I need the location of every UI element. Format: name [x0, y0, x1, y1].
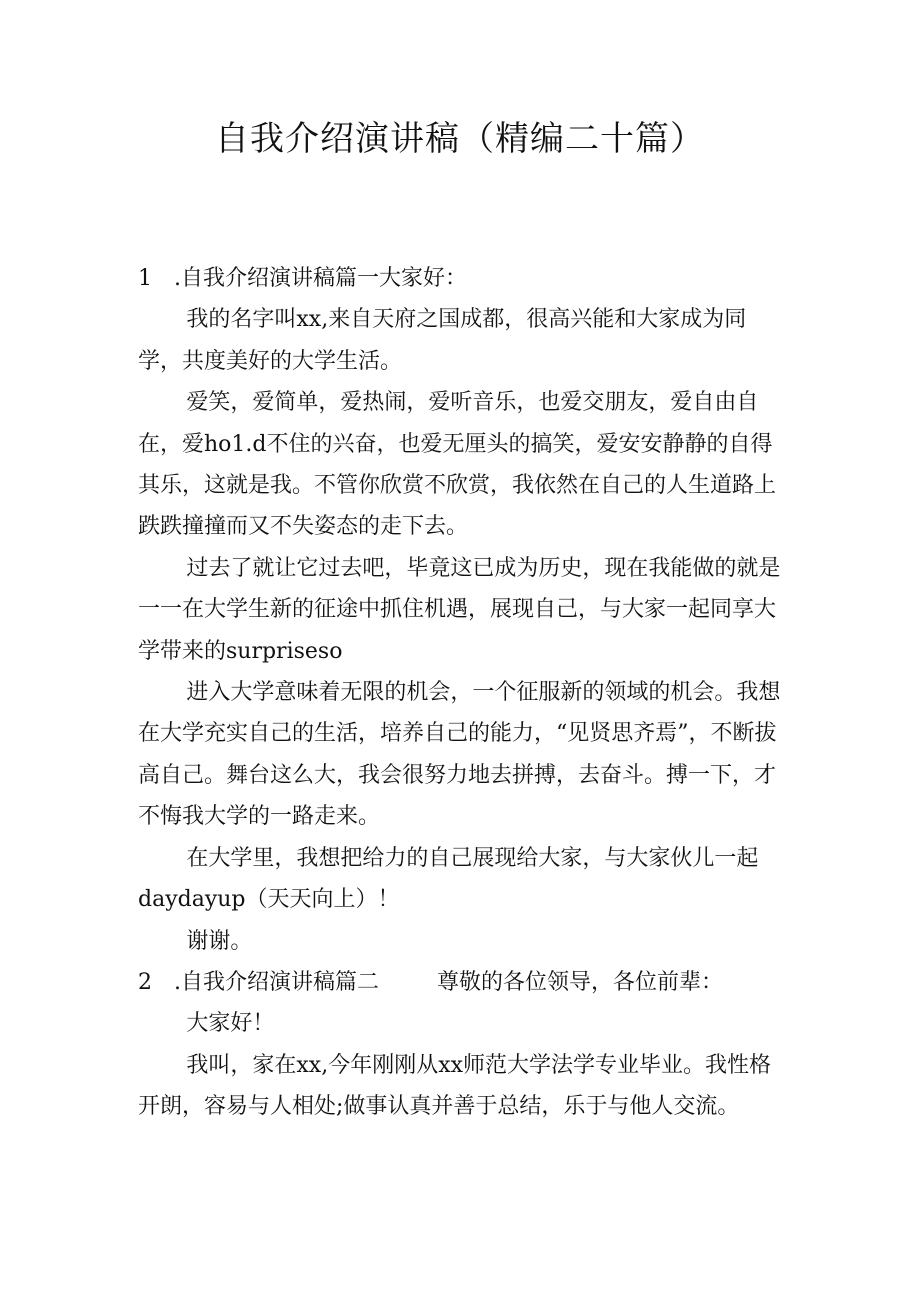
document-body	[138, 258, 788, 1128]
section-2-number: 2	[138, 969, 152, 995]
section-1-paragraph-2: 爱笑，爱简单，爱热闹，爱听音乐，也爱交朋友，爱自由自在，爱ho1.d不住的兴奋，也爱无厘头的搞笑，爱安安静静的自得其乐，这就是我。不管你欣赏不欣赏，我依然在自己的人生道路上跌跌撞撞而又不失姿态的走下去。	[138, 390, 777, 540]
section-2-paragraph-1: 大家好！	[186, 1011, 275, 1037]
section-1-paragraph-4: 进入大学意味着无限的机会，一个征服新的领域的机会。我想在大学充实自己的生活，培养自己的能力，“见贤思齐焉”，不断拔高自己。舞台这么大，我会很努力地去拼搏，去奋斗。搏一下，才不悔我大学的一路走来。	[138, 680, 781, 830]
section-2-heading-text: .自我介绍演讲稿篇二	[174, 969, 379, 995]
document-title: 自我介绍演讲稿（精编二十篇）	[215, 119, 705, 159]
section-2-heading	[138, 962, 788, 1003]
section-1-heading-text: .自我介绍演讲稿篇一大家好：	[174, 266, 467, 291]
section-2-heading-tail: 尊敬的各位领导，各位前辈：	[437, 969, 724, 995]
section-1-paragraph-3: 过去了就让它过去吧，毕竟这已成为历史，现在我能做的就是一一在大学生新的征途中抓住机遇，展现自己，与大家一起同享大学带来的surpriseso	[138, 555, 781, 664]
section-1-paragraph-1: 我的名字叫xx,来自天府之国成都，很高兴能和大家成为同学，共度美好的大学生活。	[138, 307, 747, 374]
section-1-number: 1	[138, 266, 152, 291]
section-2-paragraph-2: 我叫，家在xx,今年刚刚从xx师范大学法学专业毕业。我性格开朗，容易与人相处;做事认真并善于总结，乐于与他人交流。	[138, 1052, 772, 1120]
section-1-paragraph-5: 在大学里，我想把给力的自己展现给大家，与大家伙儿一起daydayup（天天向上）！	[138, 845, 759, 913]
section-1-paragraph-6: 谢谢。	[186, 928, 253, 954]
section-1-heading	[138, 258, 788, 299]
